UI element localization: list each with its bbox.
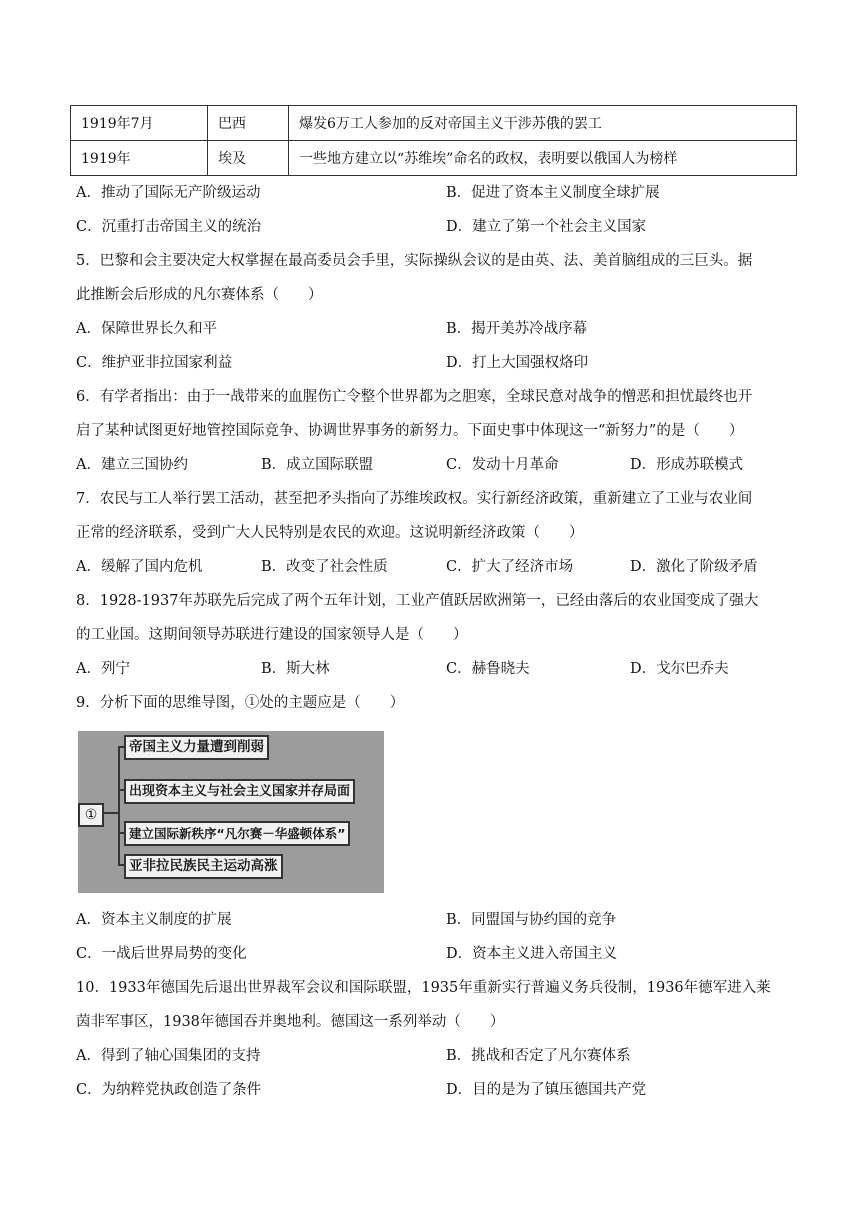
q8-option-b: B．斯大林 xyxy=(261,661,330,677)
table-cell-date: 1919年 xyxy=(71,141,208,176)
q6-stem-line1: 6．有学者指出：由于一战带来的血腥伤亡令整个世界都为之胆寒，全球民意对战争的憎恶和担忧最终也开 xyxy=(76,389,753,405)
table-cell-place: 巴西 xyxy=(208,106,289,141)
q7-stem-line2: 正常的经济联系，受到广大人民特别是农民的欢迎。这说明新经济政策（ ） xyxy=(76,525,584,541)
q7-option-c: C．扩大了经济市场 xyxy=(446,559,574,575)
q10-stem-line2: 茵非军事区，1938年德国吞并奥地利。德国这一系列举动（ ） xyxy=(76,1014,505,1030)
q4-option-a: A．推动了国际无产阶级运动 xyxy=(76,185,261,201)
q6-stem-line2: 启了某种试图更好地管控国际竞争、协调世界事务的新努力。下面史事中体现这一“新努力”的是（ ） xyxy=(76,423,744,439)
q8-option-a: A．列宁 xyxy=(76,661,130,677)
q10-option-b: B．挑战和否定了凡尔赛体系 xyxy=(446,1048,631,1064)
q4-option-d: D．建立了第一个社会主义国家 xyxy=(446,219,647,235)
q10-option-d: D．目的是为了镇压德国共产党 xyxy=(446,1082,647,1098)
q5-option-b: B．揭开美苏冷战序幕 xyxy=(446,321,588,337)
q9-option-b: B．同盟国与协约国的竞争 xyxy=(446,912,617,928)
q5-stem-line1: 5．巴黎和会主要决定大权掌握在最高委员会手里，实际操纵会议的是由英、法、美首脑组成的三巨头。据 xyxy=(76,253,753,269)
table-row xyxy=(71,106,797,141)
q4-option-b: B．促进了资本主义制度全球扩展 xyxy=(446,185,660,201)
mind-map-branch: 帝国主义力量遭到削弱 xyxy=(124,735,269,760)
q5-option-c: C．维护亚非拉国家利益 xyxy=(76,355,233,371)
events-table xyxy=(70,105,797,176)
table-cell-event: 爆发6万工人参加的反对帝国主义干涉苏俄的罢工 xyxy=(289,106,797,141)
table-row xyxy=(71,141,797,176)
mind-map-spine xyxy=(118,746,120,866)
q4-option-c: C．沉重打击帝国主义的统治 xyxy=(76,219,262,235)
mind-map-branch: 建立国际新秩序“凡尔赛－华盛顿体系” xyxy=(124,821,350,846)
q9-option-a: A．资本主义制度的扩展 xyxy=(76,912,232,928)
q6-option-b: B．成立国际联盟 xyxy=(261,457,374,473)
mind-map-center-node: ① xyxy=(78,803,104,827)
q5-stem-line2: 此推断会后形成的凡尔赛体系（ ） xyxy=(76,287,323,303)
table-cell-place: 埃及 xyxy=(208,141,289,176)
q6-option-d: D．形成苏联模式 xyxy=(630,457,744,473)
q8-stem-line1: 8．1928-1937年苏联先后完成了两个五年计划，工业产值跃居欧洲第一，已经由落后的农业国变成了强大 xyxy=(76,593,759,609)
q8-option-d: D．戈尔巴乔夫 xyxy=(630,661,729,677)
q5-option-a: A．保障世界长久和平 xyxy=(76,321,217,337)
q7-option-a: A．缓解了国内危机 xyxy=(76,559,203,575)
q6-option-c: C．发动十月革命 xyxy=(446,457,559,473)
q10-stem-line1: 10．1933年德国先后退出世界裁军会议和国际联盟，1935年重新实行普遍义务兵役制，1936年德军进入莱 xyxy=(76,980,771,996)
q7-option-d: D．激化了阶级矛盾 xyxy=(630,559,758,575)
q9-stem: 9．分析下面的思维导图，①处的主题应是（ ） xyxy=(76,695,405,711)
q9-option-d: D．资本主义进入帝国主义 xyxy=(446,946,618,962)
mind-map-branch: 亚非拉民族民主运动高涨 xyxy=(124,854,283,879)
table-cell-date: 1919年7月 xyxy=(71,106,208,141)
q6-option-a: A．建立三国协约 xyxy=(76,457,188,473)
q7-option-b: B．改变了社会性质 xyxy=(261,559,388,575)
mind-map-image xyxy=(78,731,384,893)
table-cell-event: 一些地方建立以“苏维埃”命名的政权，表明要以俄国人为榜样 xyxy=(289,141,797,176)
q9-option-c: C．一战后世界局势的变化 xyxy=(76,946,247,962)
q5-option-d: D．打上大国强权烙印 xyxy=(446,355,589,371)
q7-stem-line1: 7．农民与工人举行罢工活动，甚至把矛头指向了苏维埃政权。实行新经济政策，重新建立了工业与农业间 xyxy=(76,491,753,507)
q8-option-c: C．赫鲁晓夫 xyxy=(446,661,530,677)
q8-stem-line2: 的工业国。这期间领导苏联进行建设的国家领导人是（ ） xyxy=(76,627,468,643)
mind-map-branch: 出现资本主义与社会主义国家并存局面 xyxy=(124,779,355,804)
q10-option-c: C．为纳粹党执政创造了条件 xyxy=(76,1082,262,1098)
q10-option-a: A．得到了轴心国集团的支持 xyxy=(76,1048,261,1064)
